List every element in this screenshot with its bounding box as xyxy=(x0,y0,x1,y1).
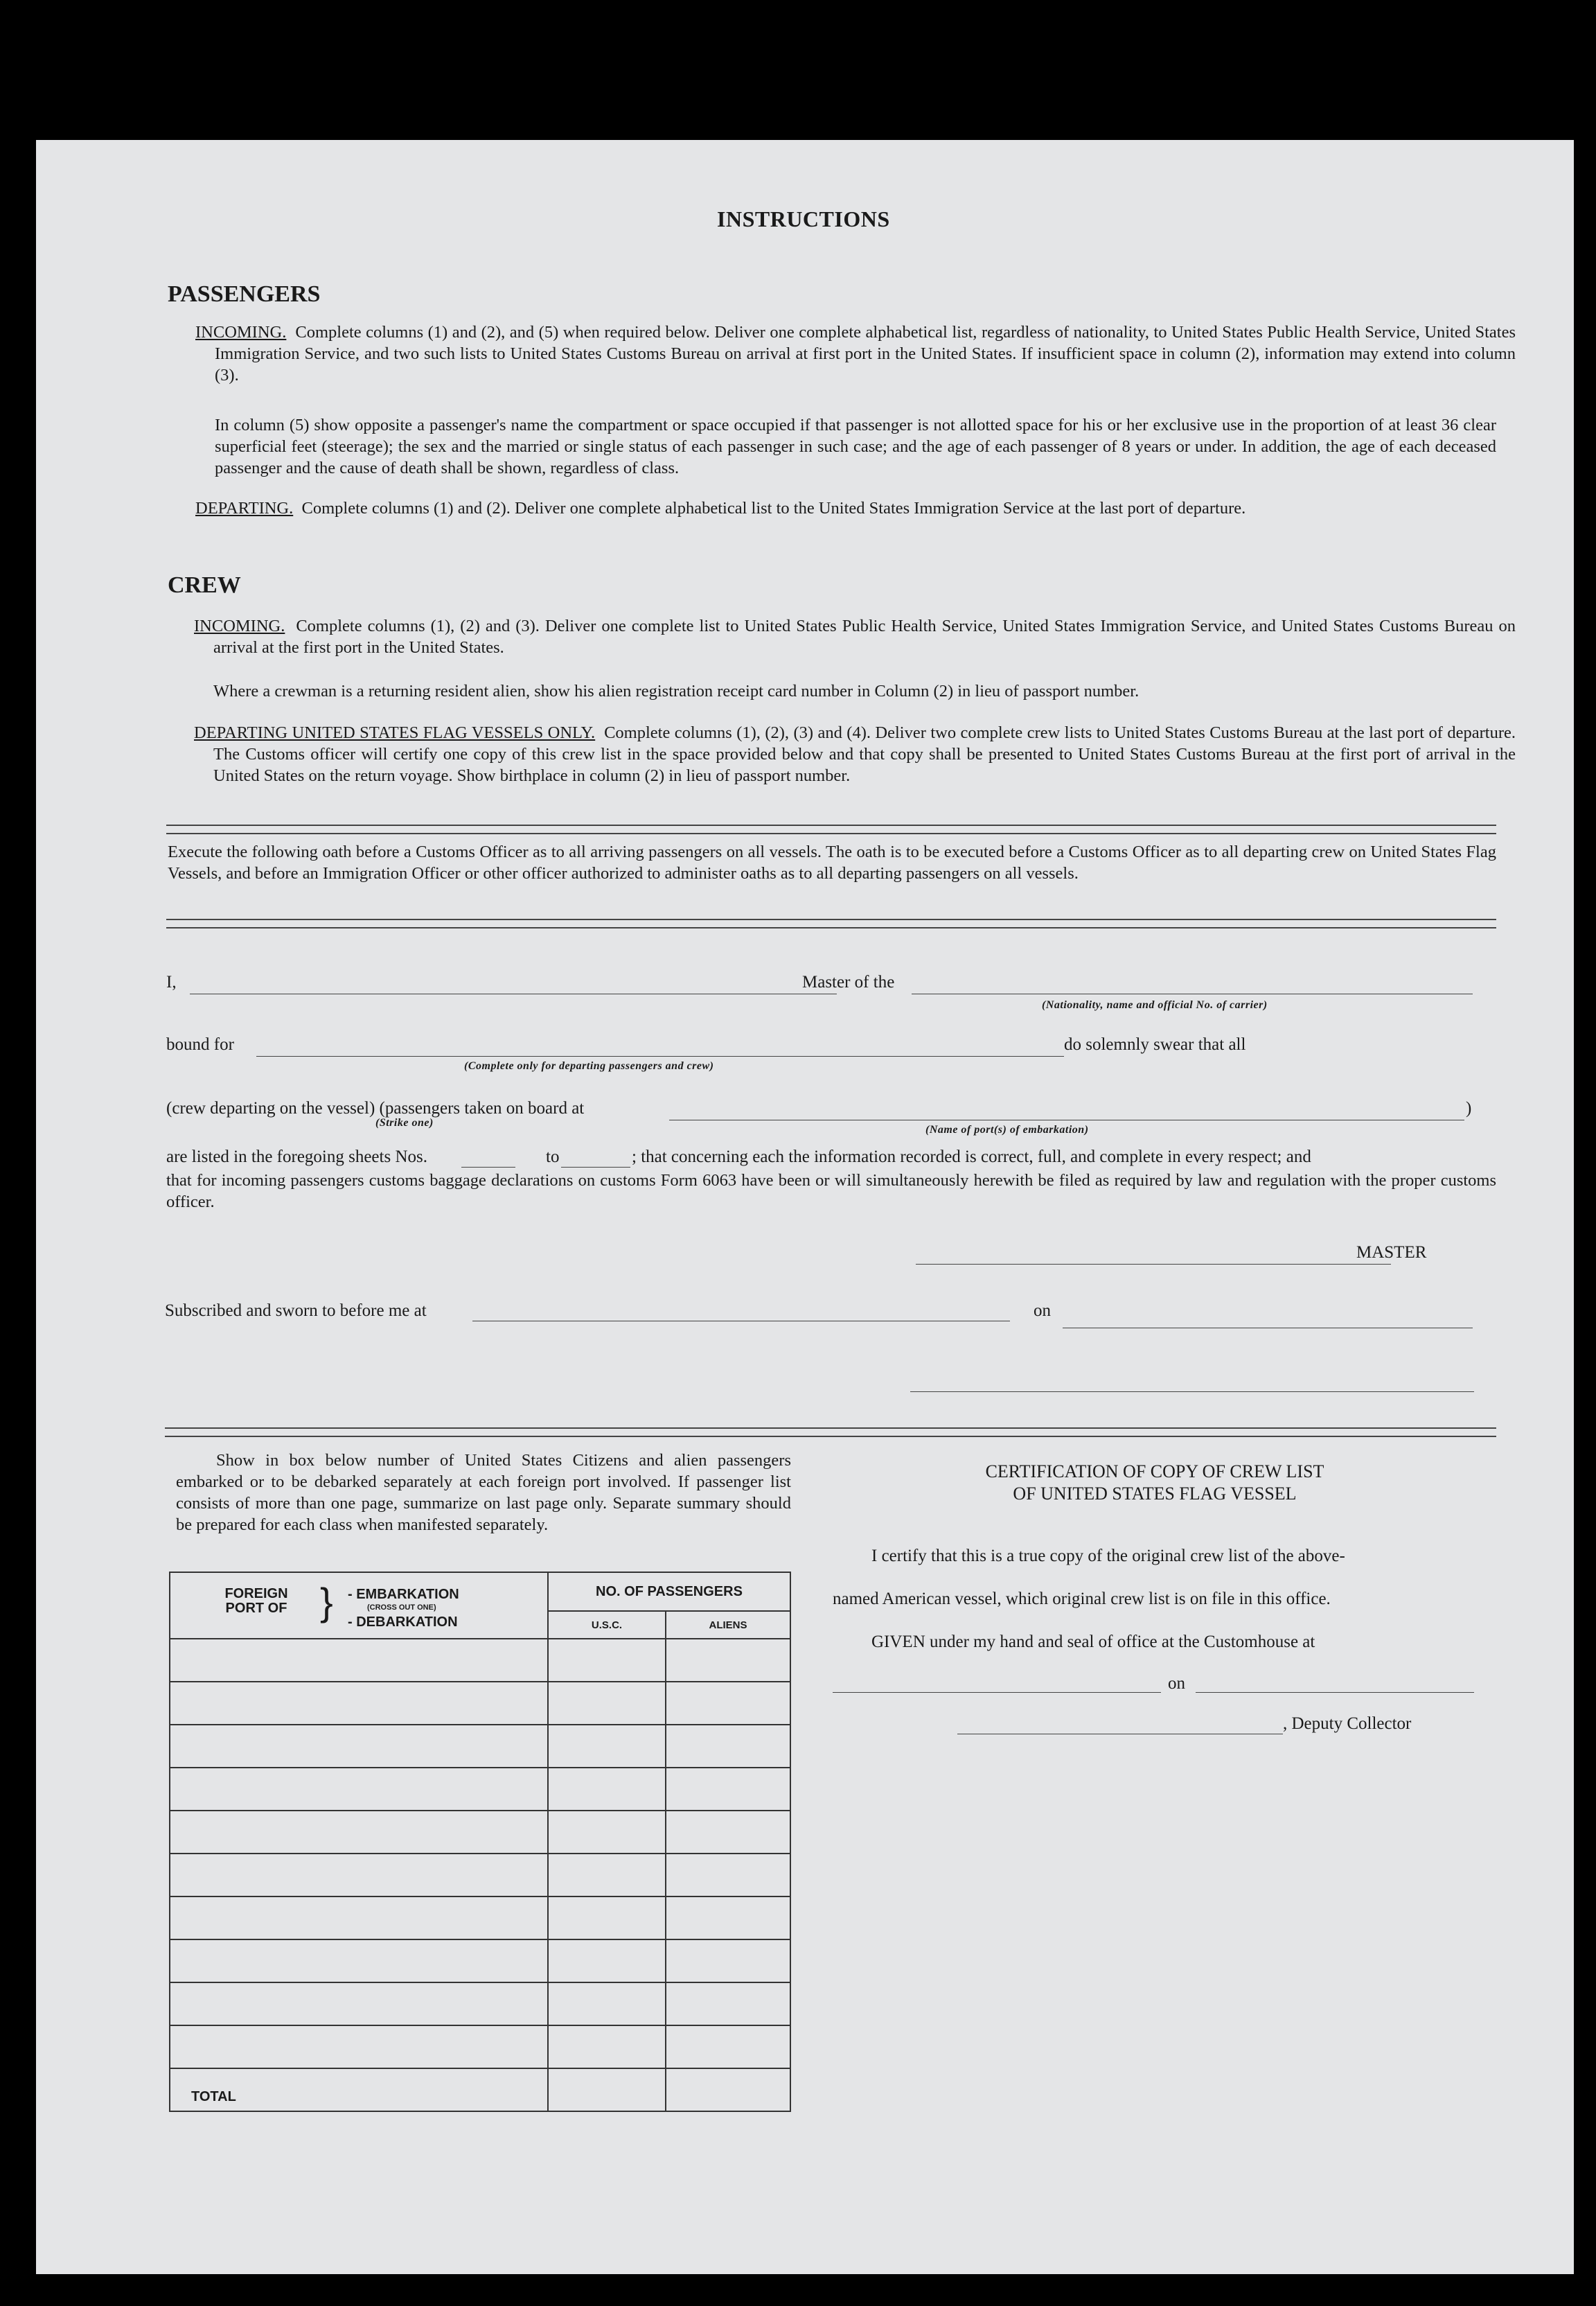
section-divider xyxy=(166,825,1496,834)
port-cell[interactable] xyxy=(170,1768,548,1811)
port-cell[interactable] xyxy=(170,1854,548,1896)
crew-departing-paragraph xyxy=(194,722,1516,786)
usc-cell[interactable] xyxy=(548,1811,666,1854)
bound-for-caption: (Complete only for departing passengers and crew) xyxy=(464,1060,714,1072)
crew-incoming-paragraph xyxy=(194,615,1516,658)
usc-cell[interactable] xyxy=(548,2025,666,2068)
port-cell[interactable] xyxy=(170,1639,548,1682)
master-signature-field[interactable] xyxy=(916,1264,1391,1265)
usc-header: U.S.C. xyxy=(548,1611,666,1639)
passengers-incoming-label: INCOMING. xyxy=(195,323,287,342)
summary-instructions: Show in box below number of United States Citizens and alien passengers embarked or to be debarked separately at each foreign port involved. If passenger list consists of more than one page, summarize on last page only. Separate summary should be prepared for each class when manifested separately. xyxy=(176,1451,791,1534)
solemnly-swear-text: do solemnly swear that all xyxy=(1064,1035,1246,1054)
crew-departing-label: DEPARTING UNITED STATES FLAG VESSELS ONLY. xyxy=(194,723,596,742)
table-row xyxy=(170,1939,790,1982)
aliens-cell[interactable] xyxy=(666,1725,790,1768)
deputy-collector-label: , Deputy Collector xyxy=(1283,1714,1412,1733)
sheets-to-label: to xyxy=(546,1147,560,1166)
baggage-declaration-text: that for incoming passengers customs baggage declarations on customs Form 6063 have been or will simultaneously herewith be filed as required by law and regulation with the proper customs officer. xyxy=(166,1171,1496,1211)
brace-glyph: } xyxy=(320,1580,333,1623)
aliens-cell[interactable] xyxy=(666,1768,790,1811)
page-title: INSTRUCTIONS xyxy=(717,206,890,231)
passenger-summary-table xyxy=(169,1572,791,2112)
port-cell[interactable] xyxy=(170,1939,548,1982)
usc-cell[interactable] xyxy=(548,1896,666,1939)
table-row xyxy=(170,1768,790,1811)
usc-total-cell[interactable] xyxy=(548,2068,666,2111)
carrier-caption: (Nationality, name and official No. of carrier) xyxy=(1042,999,1268,1011)
aliens-cell[interactable] xyxy=(666,1811,790,1854)
certification-title-line1: CERTIFICATION OF COPY OF CREW LIST xyxy=(985,1461,1324,1481)
table-row xyxy=(170,1854,790,1896)
port-header-cell xyxy=(170,1572,548,1639)
crew-departing-text: Complete columns (1), (2), (3) and (4). Deliver two complete crew lists to United States Customs Bureau at the last port of departure. The Customs officer will certify one copy of this crew list in the space provided below and that copy shall be presented to United States Customs Bureau at the first port of arrival in the United States on the return voyage. Show birthplace in column (2) in lieu of passport number. xyxy=(213,723,1516,785)
usc-cell[interactable] xyxy=(548,1682,666,1725)
port-cell[interactable] xyxy=(170,1811,548,1854)
aliens-header: ALIENS xyxy=(666,1611,790,1639)
table-row xyxy=(170,1639,790,1682)
crew-heading: CREW xyxy=(168,572,241,598)
sheet-from-field[interactable] xyxy=(461,1167,515,1168)
sheets-rest-text: ; that concerning each the information recorded is correct, full, and complete in every respect; and xyxy=(632,1147,1311,1166)
certification-body-line1: I certify that this is a true copy of the original crew list of the above- xyxy=(871,1547,1345,1565)
table-row xyxy=(170,1982,790,2025)
certification-date-field[interactable] xyxy=(1196,1692,1474,1693)
usc-cell[interactable] xyxy=(548,1939,666,1982)
certification-on-label: on xyxy=(1168,1674,1185,1693)
sheet-to-field[interactable] xyxy=(561,1167,630,1168)
passengers-heading: PASSENGERS xyxy=(168,281,321,307)
port-caption: (Name of port(s) of embarkation) xyxy=(925,1124,1089,1136)
master-of-label: Master of the xyxy=(802,973,895,992)
embarkation-header: - EMBARKATION xyxy=(348,1587,459,1602)
master-signature-label: MASTER xyxy=(1356,1243,1427,1262)
aliens-cell[interactable] xyxy=(666,1854,790,1896)
form-sheet xyxy=(36,140,1574,2274)
debarkation-header: - DEBARKATION xyxy=(348,1614,458,1630)
oath-instruction: Execute the following oath before a Customs Officer as to all arriving passengers on all vessels. The oath is to be executed before a Customs Officer as to all departing crew on United States Flag Vessels, and before an Immigration Officer or other officer authorized to administer oaths as to all departing passengers on all vessels. xyxy=(168,843,1496,883)
customhouse-field[interactable] xyxy=(833,1692,1161,1693)
aliens-cell[interactable] xyxy=(666,1639,790,1682)
certification-body-line3: GIVEN under my hand and seal of office at the Customhouse at xyxy=(871,1632,1315,1651)
certification-body-line2: named American vessel, which original crew list is on file in this office. xyxy=(833,1590,1331,1608)
crew-incoming-label: INCOMING. xyxy=(194,617,285,635)
aliens-total-cell[interactable] xyxy=(666,2068,790,2111)
crew-incoming-text: Complete columns (1), (2) and (3). Deliver one complete list to United States Public Health Service, United States Immigration Service, and United States Customs Bureau on arrival at the first port in the United States. xyxy=(213,617,1516,657)
port-cell[interactable] xyxy=(170,1725,548,1768)
usc-cell[interactable] xyxy=(548,1768,666,1811)
certification-title-line2: OF UNITED STATES FLAG VESSEL xyxy=(1013,1484,1297,1504)
subscribed-on-label: on xyxy=(1034,1301,1051,1320)
close-paren: ) xyxy=(1466,1099,1472,1118)
port-cell[interactable] xyxy=(170,1896,548,1939)
passengers-column5-paragraph: In column (5) show opposite a passenger's name the compartment or space occupied if that passenger is not allotted space for his or her exclusive use in the proportion of at least 36 clear superficial feet (steerage); the sex and the married or single status of each passenger in such case; and the age of each passenger of 8 years or under. In addition, the age of each deceased passenger and the cause of death shall be shown, regardless of class. xyxy=(215,416,1496,477)
certification-title xyxy=(833,1461,1477,1505)
table-row xyxy=(170,1682,790,1725)
usc-cell[interactable] xyxy=(548,1982,666,2025)
total-label: TOTAL xyxy=(170,2068,548,2111)
aliens-cell[interactable] xyxy=(666,2025,790,2068)
crew-passengers-label: (crew departing on the vessel) (passengers taken on board at xyxy=(166,1099,585,1118)
bound-for-field[interactable] xyxy=(256,1056,1064,1057)
sheets-prefix: are listed in the foregoing sheets Nos. xyxy=(166,1147,427,1166)
usc-cell[interactable] xyxy=(548,1725,666,1768)
aliens-cell[interactable] xyxy=(666,1982,790,2025)
bound-for-label: bound for xyxy=(166,1035,234,1054)
passengers-departing-paragraph xyxy=(195,498,1516,519)
usc-cell[interactable] xyxy=(548,1854,666,1896)
crew-resident-paragraph: Where a crewman is a returning resident alien, show his alien registration receipt card number in Column (2) in lieu of passport number. xyxy=(213,682,1140,701)
aliens-cell[interactable] xyxy=(666,1682,790,1725)
aliens-cell[interactable] xyxy=(666,1939,790,1982)
foreign-port-of-header: FOREIGN PORT OF xyxy=(224,1586,288,1616)
officer-signature-field[interactable] xyxy=(910,1391,1474,1392)
aliens-cell[interactable] xyxy=(666,1896,790,1939)
subscribed-label: Subscribed and sworn to before me at xyxy=(165,1301,427,1320)
table-row xyxy=(170,1896,790,1939)
oath-i-label: I, xyxy=(166,973,177,992)
no-of-passengers-header: NO. OF PASSENGERS xyxy=(548,1572,790,1611)
passengers-incoming-text: Complete columns (1) and (2), and (5) when required below. Deliver one complete alphabetical list, regardless of nationality, to United States Public Health Service, United States Immigration Service, and two such lists to United States Customs Bureau on arrival at first port in the United States. If insufficient space in column (2), information may extend into column (3). xyxy=(215,323,1516,385)
section-divider xyxy=(166,919,1496,928)
passengers-departing-text: Complete columns (1) and (2). Deliver one complete alphabetical list to the United States Immigration Service at the last port of departure. xyxy=(301,499,1246,518)
passengers-departing-label: DEPARTING. xyxy=(195,499,294,518)
port-cell[interactable] xyxy=(170,2025,548,2068)
table-row xyxy=(170,1811,790,1854)
strike-caption: (Strike one) xyxy=(375,1117,434,1129)
passengers-incoming-paragraph xyxy=(195,322,1516,386)
section-divider xyxy=(165,1427,1496,1437)
total-row xyxy=(170,2068,790,2111)
port-cell[interactable] xyxy=(170,1982,548,2025)
usc-cell[interactable] xyxy=(548,1639,666,1682)
table-row xyxy=(170,2025,790,2068)
table-row xyxy=(170,1725,790,1768)
port-cell[interactable] xyxy=(170,1682,548,1725)
cross-out-one-note: (CROSS OUT ONE) xyxy=(367,1603,436,1612)
